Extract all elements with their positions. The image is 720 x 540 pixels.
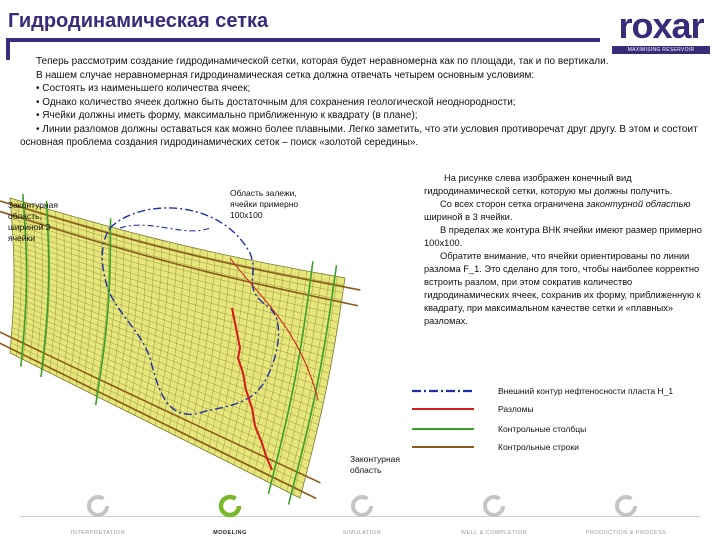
description-p2: Со всех сторон сетка ограничена законтурной областью шириной в 3 ячейки.: [424, 199, 691, 222]
legend-label: Контрольные строки: [498, 442, 579, 452]
workflow-footer: [0, 508, 720, 540]
legend-item-columns: [412, 422, 712, 436]
title-underline: [6, 38, 600, 42]
cycle-icon: [218, 494, 242, 518]
legend-label: Контрольные столбцы: [498, 424, 587, 434]
description-p4: Обратите внимание, что ячейки ориентированы по линии разлома F_1. Это сделано для того, чтобы наиболее корректно встроить разлом, при этом сократив количество гидродинамических ячеек, сохранив их форму, приближенную к квадрату, при максимальном качестве сетки и «плавных» разломах.: [424, 251, 701, 326]
cycle-icon: [614, 494, 638, 518]
legend-item-rows: [412, 440, 712, 454]
intro-bullet: • Однако количество ячеек должно быть достаточным для сохранения геологической неоднородности;: [36, 96, 516, 108]
legend-swatch-columns: [412, 428, 474, 430]
description-text: [424, 172, 702, 328]
title-left-bar: [6, 38, 10, 60]
annotation-reservoir: Область залежи, ячейки примерно 100x100: [230, 188, 299, 220]
annotation-outer-left: Законтурная область, шириной 3 ячейки: [8, 200, 58, 243]
annotation-outer-bottom: Законтурная область: [350, 454, 400, 475]
legend-swatch-contour: [412, 389, 474, 393]
logo-word: roxar: [618, 5, 704, 46]
logo-tagline: MAXIMISING RESERVOIR PERFORMANCE: [612, 46, 710, 54]
workflow-step-production[interactable]: [556, 508, 696, 540]
cycle-icon: [86, 494, 110, 518]
workflow-step-label: PRODUCTION & PROCESS: [585, 530, 667, 536]
legend-label: Разломы: [498, 404, 534, 414]
workflow-step-well-completion[interactable]: [424, 508, 564, 540]
workflow-step-modeling[interactable]: [160, 508, 300, 540]
workflow-step-label: INTERPRETATION: [70, 530, 126, 536]
description-p1: На рисунке слева изображен конечный вид гидродинамической сетки, которую мы должны получить.: [424, 173, 673, 196]
intro-line: В нашем случае неравномерная гидродинамическая сетка должна отвечать четырем основным условиям:: [36, 69, 535, 81]
intro-text: [20, 55, 700, 150]
description-p3: В пределах же контура ВНК ячейки имеют размер примерно 100x100.: [424, 225, 702, 248]
page-title: Гидродинамическая сетка: [8, 10, 269, 32]
workflow-step-label: MODELING: [213, 530, 247, 536]
roxar-logo: [606, 5, 716, 61]
cycle-icon: [482, 494, 506, 518]
workflow-step-label: SIMULATION: [342, 530, 382, 536]
legend-item-fault: [412, 402, 712, 416]
intro-bullet: • Состоять из наименьшего количества ячеек;: [36, 83, 251, 94]
cycle-icon: [350, 494, 374, 518]
legend-swatch-fault: [412, 408, 474, 410]
grid-figure: [0, 158, 410, 508]
intro-bullet: • Линии разломов должны оставаться как можно более плавными. Легко заметить, что эти условия противоречат друг другу. В этом и состоит основная проблема создания гидродинамических сеток – поиск «золотой середины».: [20, 123, 698, 148]
workflow-step-interpretation[interactable]: [28, 508, 168, 540]
legend: [412, 384, 712, 464]
legend-label: Внешний контур нефтеносности пласта H_1: [498, 386, 674, 396]
intro-bullet: • Ячейки должны иметь форму, максимально приближенную к квадрату (в плане);: [36, 110, 418, 121]
oil-contour-inner: [120, 225, 210, 231]
legend-item-contour: [412, 384, 712, 398]
workflow-step-label: WELL & COMPLETION: [460, 530, 528, 536]
legend-swatch-rows: [412, 446, 474, 448]
workflow-step-simulation[interactable]: [292, 508, 432, 540]
intro-line: Теперь рассмотрим создание гидродинамической сетки, которая будет неравномерна как по площади, так и по вертикали.: [36, 56, 609, 67]
